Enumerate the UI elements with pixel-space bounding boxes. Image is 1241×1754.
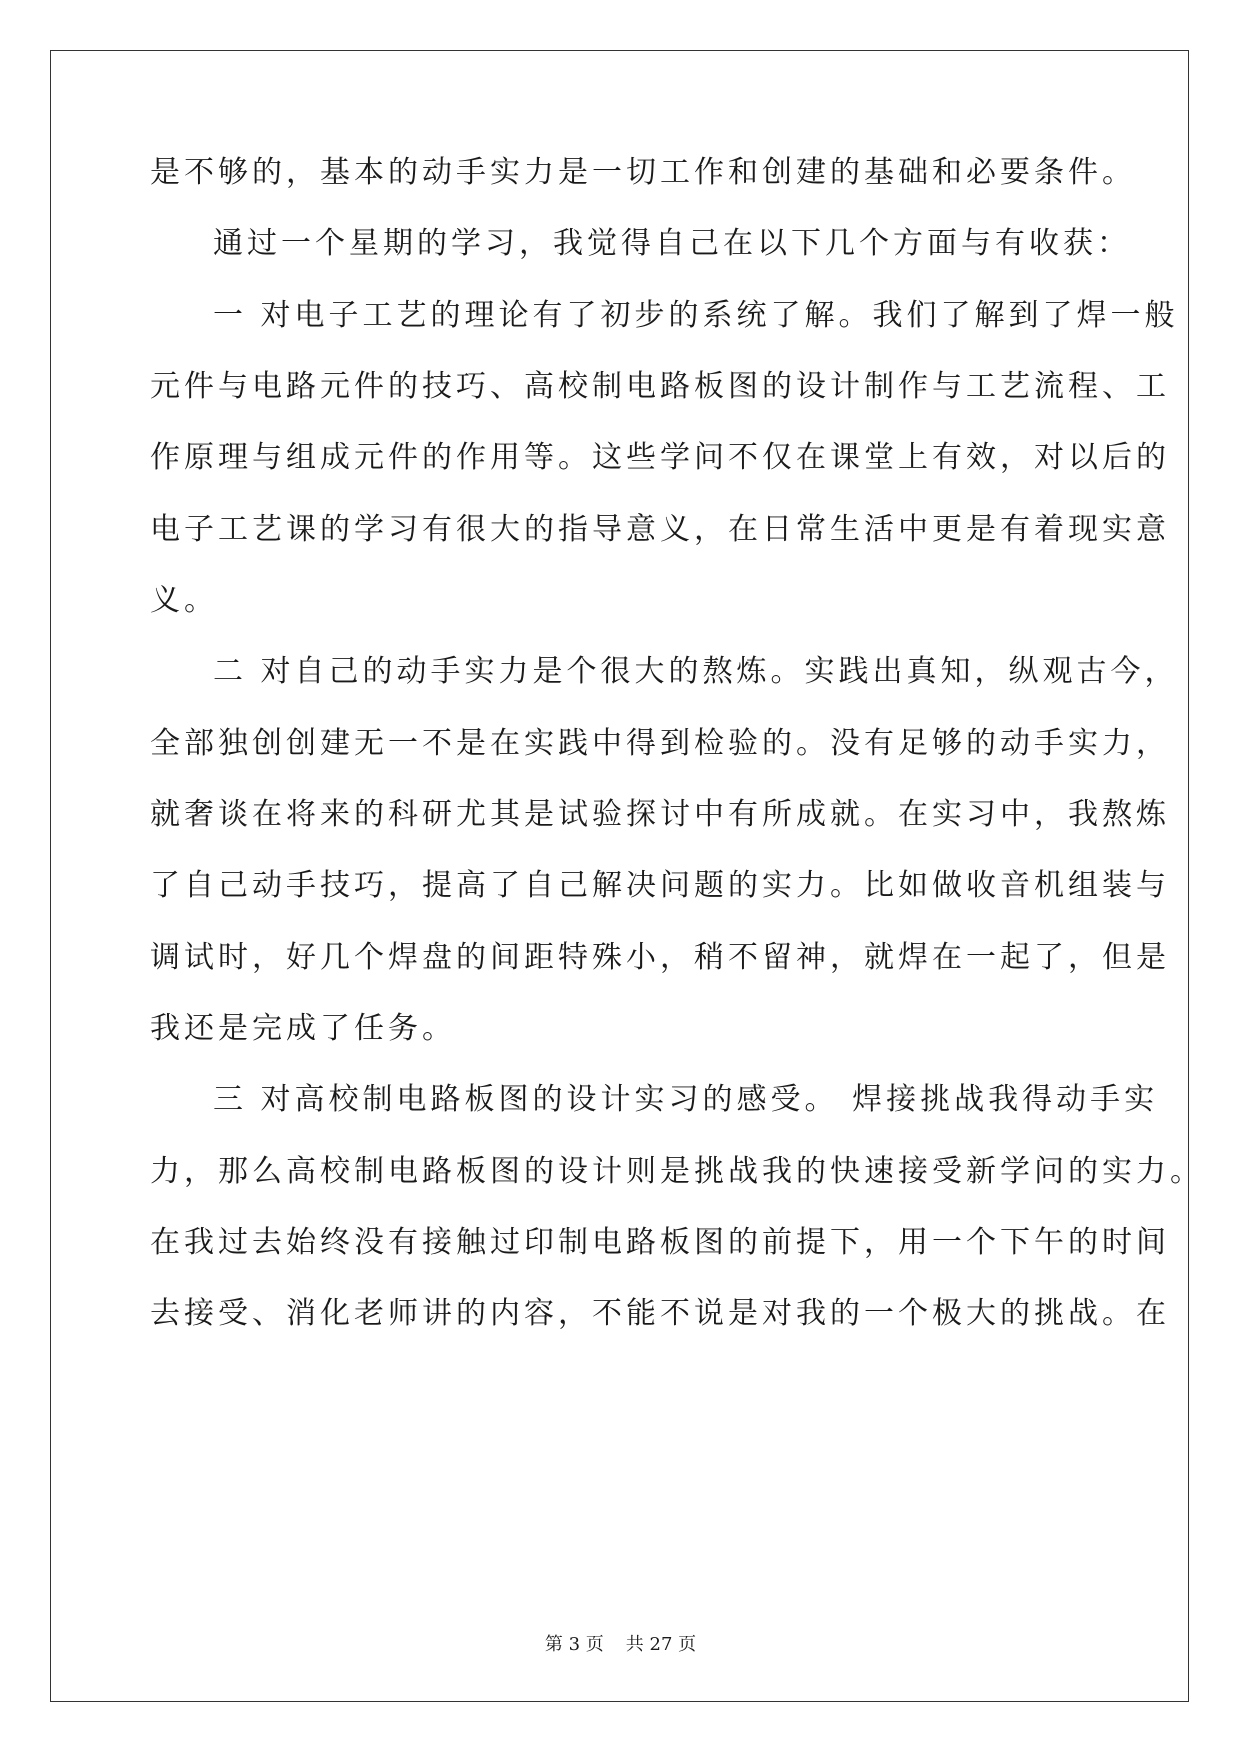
text-line: 是不够的，基本的动手实力是一切工作和创建的基础和必要条件。 — [150, 155, 1136, 190]
page-total: 共 27 页 — [625, 1634, 697, 1655]
page-footer — [0, 1630, 1241, 1660]
text-line: 力，那么高校制电路板图的设计则是挑战我的快速接受新学问的实力。 — [150, 1154, 1204, 1189]
text-line: 电子工艺课的学习有很大的指导意义，在日常生活中更是有着现实意 — [150, 512, 1170, 547]
paragraph-start-line: 二 对自己的动手实力是个很大的熬炼。实践出真知，纵观古今， — [213, 654, 1179, 689]
paragraph-start-line: 一 对电子工艺的理论有了初步的系统了解。我们了解到了焊一般 — [213, 298, 1179, 333]
page-number: 第 3 页 — [544, 1634, 604, 1655]
text-line: 作原理与组成元件的作用等。这些学问不仅在课堂上有效，对以后的 — [150, 440, 1170, 475]
text-line: 去接受、消化老师讲的内容，不能不说是对我的一个极大的挑战。在 — [150, 1296, 1170, 1331]
text-line: 调试时，好几个焊盘的间距特殊小，稍不留神，就焊在一起了，但是 — [150, 940, 1170, 975]
paragraph-start-line: 通过一个星期的学习，我觉得自己在以下几个方面与有收获： — [213, 226, 1131, 261]
text-line: 元件与电路元件的技巧、高校制电路板图的设计制作与工艺流程、工 — [150, 369, 1170, 404]
text-line: 我还是完成了任务。 — [150, 1011, 456, 1046]
text-line: 就奢谈在将来的科研尤其是试验探讨中有所成就。在实习中，我熬炼 — [150, 797, 1170, 832]
text-line: 义。 — [150, 583, 218, 618]
paragraph-start-line: 三 对高校制电路板图的设计实习的感受。 焊接挑战我得动手实 — [213, 1082, 1159, 1117]
text-line: 全部独创创建无一不是在实践中得到检验的。没有足够的动手实力， — [150, 726, 1170, 761]
text-line: 在我过去始终没有接触过印制电路板图的前提下，用一个下午的时间 — [150, 1225, 1170, 1260]
text-line: 了自己动手技巧，提高了自己解决问题的实力。比如做收音机组装与 — [150, 868, 1170, 903]
